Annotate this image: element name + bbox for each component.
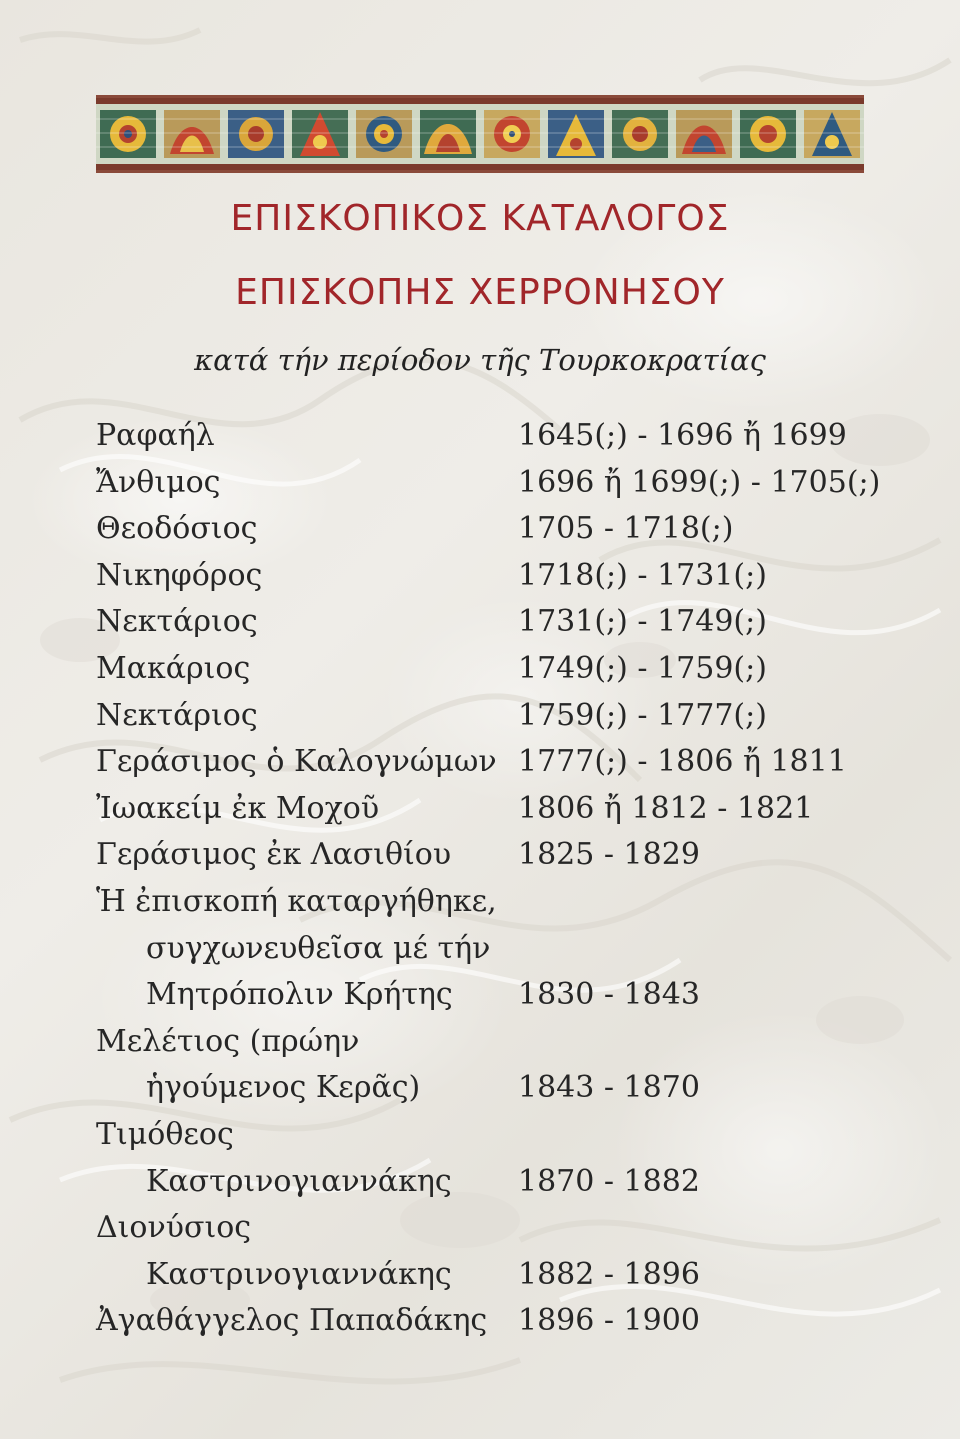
bishop-name-line: Μητρόπολιν Κρήτης bbox=[146, 977, 453, 1013]
bishop-dates: 1830 - 1843 bbox=[518, 977, 700, 1013]
bishop-name-line: Ἄνθιμος bbox=[96, 464, 221, 500]
bishop-dates: 1718(;) - 1731(;) bbox=[518, 557, 767, 593]
bishop-dates: 1882 - 1896 bbox=[518, 1256, 700, 1292]
bishop-name-line: Καστρινογιαννάκης bbox=[146, 1256, 452, 1292]
bishop-name-line: Νεκτάριος bbox=[96, 697, 258, 733]
bishop-name-line: Καστρινογιαννάκης bbox=[146, 1163, 452, 1199]
bishop-name-line: Γεράσιμος ὁ Καλογνώμων bbox=[96, 744, 497, 780]
bishop-dates: 1696 ἤ 1699(;) - 1705(;) bbox=[518, 464, 881, 500]
bishop-name-line: Τιμόθεος bbox=[96, 1117, 234, 1152]
bishop-name-line: ἡγούμενος Κερᾶς) bbox=[146, 1070, 421, 1106]
bishop-dates: 1749(;) - 1759(;) bbox=[518, 651, 767, 686]
page-title-line-2: ΕΠΙΣΚΟΠΗΣ ΧΕΡΡΟΝΗΣΟΥ bbox=[235, 272, 725, 313]
bishop-name-line: Διονύσιος bbox=[96, 1210, 252, 1246]
bishop-dates: 1843 - 1870 bbox=[518, 1070, 700, 1106]
bishop-dates: 1777(;) - 1806 ἤ 1811 bbox=[518, 744, 847, 780]
bishop-dates: 1806 ἤ 1812 - 1821 bbox=[518, 790, 814, 826]
bishop-name-line: Νεκτάριος bbox=[96, 604, 258, 640]
bishop-name-line: Μακάριος bbox=[96, 651, 251, 686]
bishop-dates: 1645(;) - 1696 ἤ 1699 bbox=[518, 418, 847, 453]
bishop-name-line: Μελέτιος (πρώην bbox=[96, 1023, 360, 1059]
bishop-name-line: Ραφαήλ bbox=[96, 418, 215, 453]
bishop-dates: 1759(;) - 1777(;) bbox=[518, 697, 767, 733]
bishop-name-line: Θεοδόσιος bbox=[96, 511, 258, 547]
bishop-dates: 1870 - 1882 bbox=[518, 1163, 700, 1199]
bishop-name-line: συγχωνευθεῖσα μέ τήν bbox=[146, 930, 491, 966]
bishop-dates: 1896 - 1900 bbox=[518, 1303, 700, 1339]
bishop-name-line: Ἰωακείμ ἐκ Μοχοῦ bbox=[96, 790, 380, 826]
bishop-name-line: Ἡ ἐπισκοπή καταργήθηκε, bbox=[96, 884, 497, 919]
bishop-dates: 1705 - 1718(;) bbox=[518, 511, 734, 547]
bishop-dates: 1731(;) - 1749(;) bbox=[518, 604, 767, 640]
bishop-name-line: Νικηφόρος bbox=[96, 557, 263, 593]
bishop-dates: 1825 - 1829 bbox=[518, 837, 700, 873]
page-title-line-1: ΕΠΙΣΚΟΠΙΚΟΣ ΚΑΤΑΛΟΓΟΣ bbox=[230, 198, 730, 239]
bishop-name-line: Ἀγαθάγγελος Παπαδάκης bbox=[96, 1303, 488, 1339]
page-subtitle: κατά τήν περίοδον τῆς Τουρκοκρατίας bbox=[194, 343, 766, 377]
bishop-name-line: Γεράσιμος ἐκ Λασιθίου bbox=[96, 837, 452, 873]
